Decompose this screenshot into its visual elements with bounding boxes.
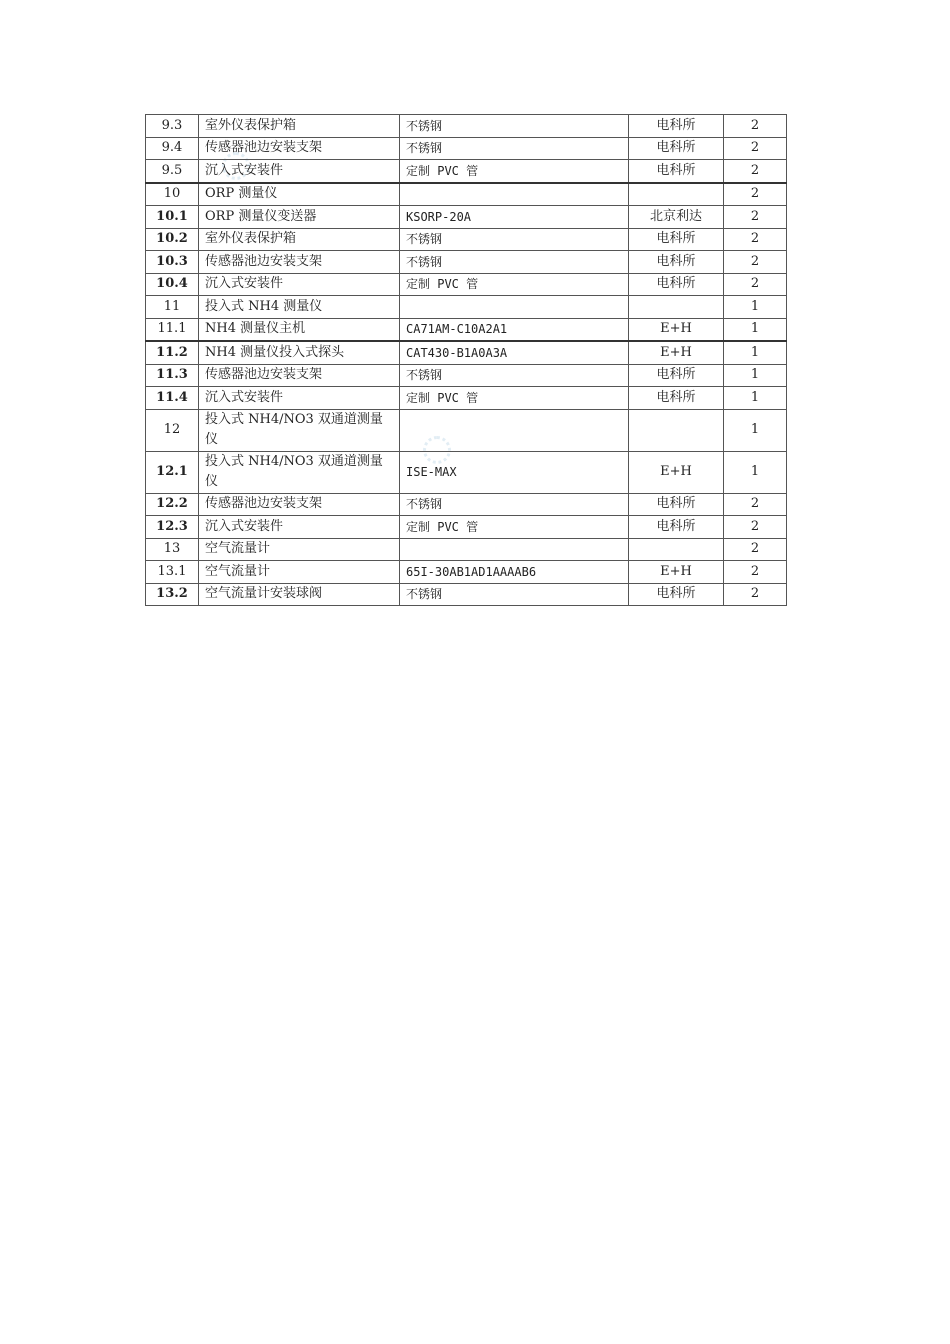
row-number: 10 xyxy=(146,183,199,206)
table-row xyxy=(146,273,787,296)
item-manufacturer xyxy=(629,409,724,451)
item-name: 投入式 NH4/NO3 双通道测量仪 xyxy=(199,409,400,451)
item-manufacturer: 电科所 xyxy=(629,115,724,138)
row-number: 13 xyxy=(146,538,199,561)
row-number: 13.1 xyxy=(146,561,199,584)
item-name: 传感器池边安装支架 xyxy=(199,493,400,516)
item-quantity: 2 xyxy=(724,137,787,160)
row-number: 12 xyxy=(146,409,199,451)
item-model: 定制 PVC 管 xyxy=(400,516,629,539)
row-number: 11 xyxy=(146,296,199,319)
item-manufacturer xyxy=(629,183,724,206)
item-name: 沉入式安装件 xyxy=(199,160,400,183)
row-number: 10.1 xyxy=(146,206,199,229)
item-name: NH4 测量仪投入式探头 xyxy=(199,341,400,364)
row-number: 9.4 xyxy=(146,137,199,160)
item-model: 65I-30AB1AD1AAAAB6 xyxy=(400,561,629,584)
item-manufacturer: E+H xyxy=(629,451,724,493)
item-name: 投入式 NH4/NO3 双通道测量仪 xyxy=(199,451,400,493)
item-name: 室外仪表保护箱 xyxy=(199,228,400,251)
table-row xyxy=(146,318,787,341)
item-model: 定制 PVC 管 xyxy=(400,160,629,183)
item-name: ORP 测量仪变送器 xyxy=(199,206,400,229)
item-manufacturer: 电科所 xyxy=(629,251,724,274)
table-body xyxy=(146,115,787,606)
item-model: 不锈钢 xyxy=(400,137,629,160)
table-row xyxy=(146,137,787,160)
row-number: 10.4 xyxy=(146,273,199,296)
item-model: CA71AM-C10A2A1 xyxy=(400,318,629,341)
table-row xyxy=(146,409,787,451)
table-row xyxy=(146,115,787,138)
item-name: 沉入式安装件 xyxy=(199,516,400,539)
table-row xyxy=(146,296,787,319)
row-number: 12.2 xyxy=(146,493,199,516)
item-name: 传感器池边安装支架 xyxy=(199,364,400,387)
item-quantity: 1 xyxy=(724,341,787,364)
item-model: 不锈钢 xyxy=(400,493,629,516)
item-manufacturer: 电科所 xyxy=(629,273,724,296)
item-manufacturer: E+H xyxy=(629,318,724,341)
item-manufacturer: 电科所 xyxy=(629,493,724,516)
table-row xyxy=(146,364,787,387)
item-model: 定制 PVC 管 xyxy=(400,387,629,410)
item-quantity: 2 xyxy=(724,206,787,229)
item-quantity: 2 xyxy=(724,493,787,516)
item-quantity: 1 xyxy=(724,364,787,387)
item-manufacturer: 电科所 xyxy=(629,364,724,387)
row-number: 11.2 xyxy=(146,341,199,364)
row-number: 10.3 xyxy=(146,251,199,274)
item-manufacturer: 电科所 xyxy=(629,137,724,160)
table-row xyxy=(146,228,787,251)
row-number: 13.2 xyxy=(146,583,199,606)
item-model: KSORP-20A xyxy=(400,206,629,229)
table-row xyxy=(146,451,787,493)
item-quantity: 2 xyxy=(724,228,787,251)
table-row xyxy=(146,387,787,410)
table-row xyxy=(146,583,787,606)
row-number: 12.3 xyxy=(146,516,199,539)
item-model xyxy=(400,183,629,206)
equipment-table xyxy=(145,114,787,606)
item-quantity: 2 xyxy=(724,183,787,206)
item-manufacturer: 电科所 xyxy=(629,387,724,410)
item-manufacturer: 电科所 xyxy=(629,228,724,251)
item-quantity: 2 xyxy=(724,538,787,561)
item-model: 不锈钢 xyxy=(400,228,629,251)
row-number: 11.1 xyxy=(146,318,199,341)
item-model: 不锈钢 xyxy=(400,251,629,274)
item-manufacturer: 北京利达 xyxy=(629,206,724,229)
item-model: 定制 PVC 管 xyxy=(400,273,629,296)
item-quantity: 2 xyxy=(724,516,787,539)
item-model xyxy=(400,538,629,561)
table-row xyxy=(146,516,787,539)
item-quantity: 1 xyxy=(724,318,787,341)
row-number: 10.2 xyxy=(146,228,199,251)
row-number: 9.3 xyxy=(146,115,199,138)
table-row xyxy=(146,493,787,516)
table-row xyxy=(146,206,787,229)
item-name: 沉入式安装件 xyxy=(199,387,400,410)
item-model xyxy=(400,409,629,451)
item-model: CAT430-B1A0A3A xyxy=(400,341,629,364)
item-name: 投入式 NH4 测量仪 xyxy=(199,296,400,319)
item-name: 空气流量计安装球阀 xyxy=(199,583,400,606)
item-quantity: 2 xyxy=(724,561,787,584)
table-row xyxy=(146,341,787,364)
item-model: ISE-MAX xyxy=(400,451,629,493)
item-manufacturer xyxy=(629,538,724,561)
item-model xyxy=(400,296,629,319)
table-row xyxy=(146,251,787,274)
row-number: 11.4 xyxy=(146,387,199,410)
row-number: 12.1 xyxy=(146,451,199,493)
item-manufacturer: E+H xyxy=(629,341,724,364)
item-manufacturer: E+H xyxy=(629,561,724,584)
item-quantity: 2 xyxy=(724,273,787,296)
item-quantity: 2 xyxy=(724,115,787,138)
item-quantity: 1 xyxy=(724,387,787,410)
item-name: 室外仪表保护箱 xyxy=(199,115,400,138)
item-model: 不锈钢 xyxy=(400,115,629,138)
item-model: 不锈钢 xyxy=(400,364,629,387)
row-number: 11.3 xyxy=(146,364,199,387)
item-name: NH4 测量仪主机 xyxy=(199,318,400,341)
item-quantity: 1 xyxy=(724,451,787,493)
item-model: 不锈钢 xyxy=(400,583,629,606)
item-quantity: 1 xyxy=(724,296,787,319)
item-name: ORP 测量仪 xyxy=(199,183,400,206)
item-quantity: 2 xyxy=(724,583,787,606)
item-name: 传感器池边安装支架 xyxy=(199,251,400,274)
item-name: 传感器池边安装支架 xyxy=(199,137,400,160)
table-row xyxy=(146,538,787,561)
item-name: 空气流量计 xyxy=(199,538,400,561)
item-manufacturer: 电科所 xyxy=(629,516,724,539)
item-manufacturer: 电科所 xyxy=(629,160,724,183)
item-quantity: 2 xyxy=(724,160,787,183)
table-row xyxy=(146,183,787,206)
item-quantity: 1 xyxy=(724,409,787,451)
item-manufacturer xyxy=(629,296,724,319)
table-row xyxy=(146,160,787,183)
item-manufacturer: 电科所 xyxy=(629,583,724,606)
item-name: 空气流量计 xyxy=(199,561,400,584)
item-quantity: 2 xyxy=(724,251,787,274)
table-row xyxy=(146,561,787,584)
row-number: 9.5 xyxy=(146,160,199,183)
item-name: 沉入式安装件 xyxy=(199,273,400,296)
